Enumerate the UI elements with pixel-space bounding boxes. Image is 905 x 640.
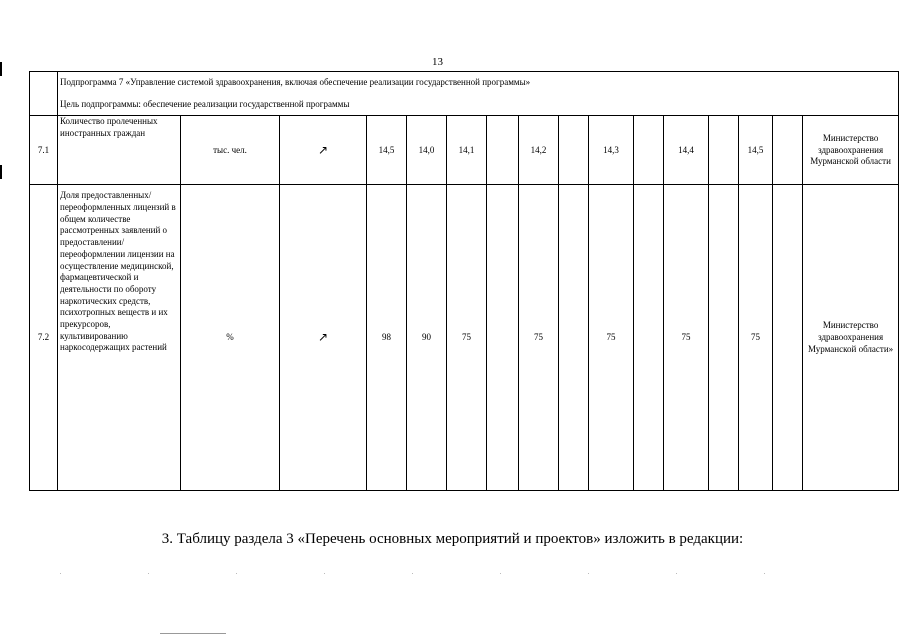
margin-mark-bottom <box>0 165 2 179</box>
subprogram-row <box>30 72 899 116</box>
value-cell <box>634 116 664 185</box>
value-cell <box>559 185 589 491</box>
value-cell: 14,2 <box>519 116 559 185</box>
value-cell: 90 <box>407 185 447 491</box>
value-cell: 75 <box>519 185 559 491</box>
value-cell: 14,4 <box>664 116 709 185</box>
value-cell: 75 <box>664 185 709 491</box>
value-cell: 98 <box>367 185 407 491</box>
value-cell: 14,5 <box>739 116 773 185</box>
value-cell: 14,5 <box>367 116 407 185</box>
responsible-cell: Министерство здравоохранения Мурманской области <box>803 116 899 185</box>
value-cell <box>709 185 739 491</box>
indicator-name: Количество пролеченных иностранных граждан <box>58 116 181 185</box>
row-number: 7.2 <box>30 185 58 491</box>
value-cell: 14,1 <box>447 116 487 185</box>
scan-artifact-dots <box>60 573 830 574</box>
subprogram-header-cell <box>58 72 899 116</box>
subprogram-goal: Цель подпрограммы: обеспечение реализации государственной программы <box>60 98 350 109</box>
value-cell: 14,0 <box>407 116 447 185</box>
unit-cell: тыс. чел. <box>181 116 280 185</box>
value-cell <box>487 185 519 491</box>
margin-mark-top <box>0 62 2 76</box>
subprogram-title: Подпрограмма 7 «Управление системой здравоохранения, включая обеспечение реализации государственной программы» <box>60 77 531 87</box>
value-cell <box>559 116 589 185</box>
value-cell <box>773 185 803 491</box>
footnote-line <box>160 633 226 634</box>
row-number: 7.1 <box>30 116 58 185</box>
indicators-table <box>29 71 899 491</box>
page-number: 13 <box>432 56 443 68</box>
table-row <box>30 185 899 491</box>
trend-arrow-icon: ↗ <box>280 116 367 185</box>
value-cell: 75 <box>447 185 487 491</box>
subprogram-number-cell <box>30 72 58 116</box>
responsible-cell: Министерство здравоохранения Мурманской области» <box>803 185 899 491</box>
value-cell: 14,3 <box>589 116 634 185</box>
value-cell <box>709 116 739 185</box>
value-cell: 75 <box>589 185 634 491</box>
value-cell <box>773 116 803 185</box>
value-cell <box>634 185 664 491</box>
value-cell <box>487 116 519 185</box>
unit-cell: % <box>181 185 280 491</box>
table-row <box>30 116 899 185</box>
value-cell: 75 <box>739 185 773 491</box>
trend-arrow-icon: ↗ <box>280 185 367 491</box>
indicator-name: Доля предоставленных/ переоформленных лицензий в общем количестве рассмотренных заявлений о предоставлении/ переоформлении лицензии на осуществление медицинской, фармацевтической и деятельности по обороту наркотических средств, психотропных веществ и их прекурсоров, культивированию наркосодержащих растений <box>58 185 181 491</box>
instruction-text: 3. Таблицу раздела 3 «Перечень основных мероприятий и проектов» изложить в редакции: <box>161 531 744 547</box>
